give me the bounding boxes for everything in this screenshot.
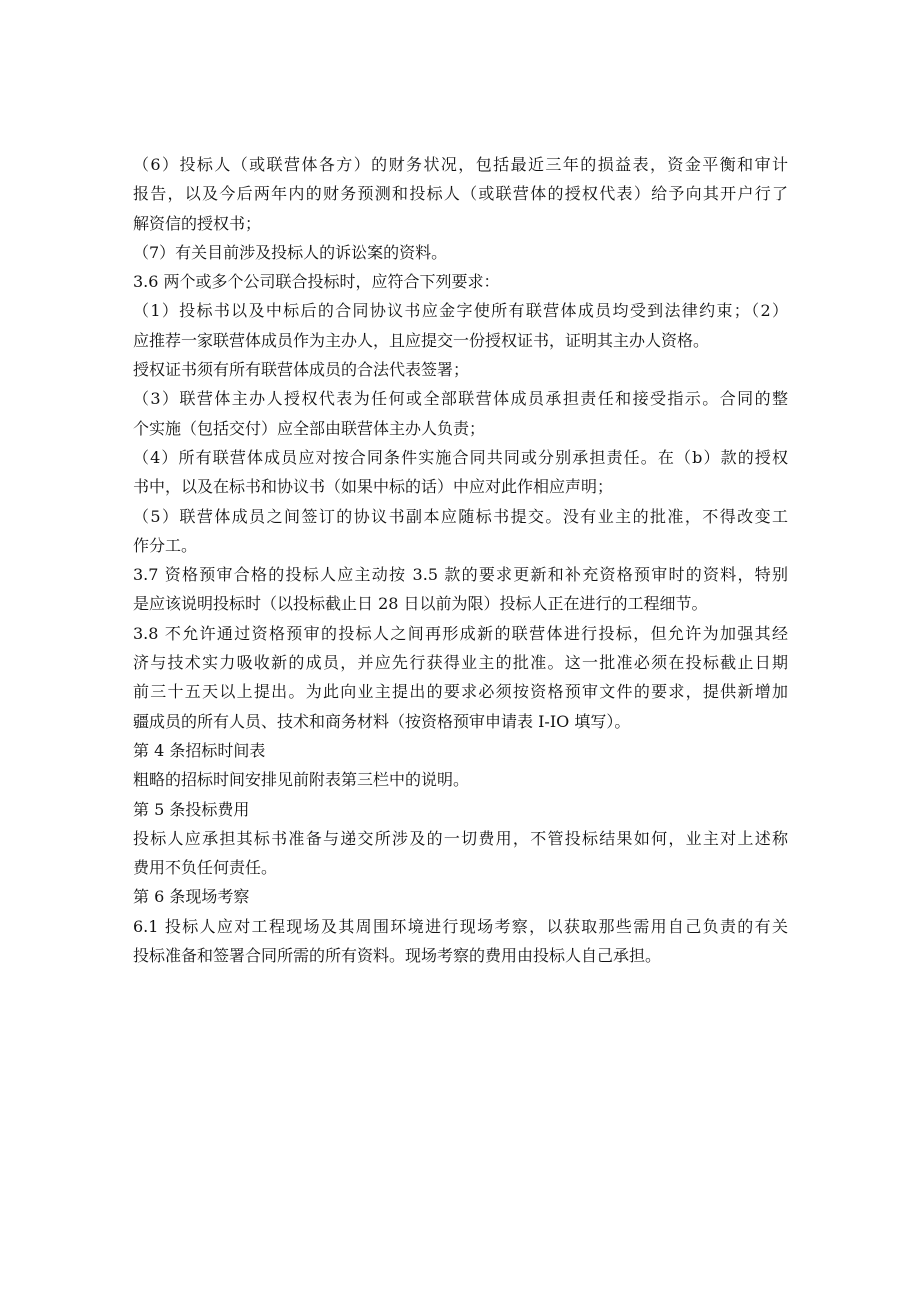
text-line: 授权证书须有所有联营体成员的合法代表签署； xyxy=(133,360,470,380)
text-line: 是应该说明投标时（以投标截止日 28 日以前为限）投标人正在进行的工程细节。 xyxy=(133,594,708,614)
text-line: （7）有关目前涉及投标人的诉讼案的资料。 xyxy=(133,242,448,262)
text-line: 3.6 两个或多个公司联合投标时，应符合下列要求： xyxy=(133,272,500,292)
text-line: 报告，以及今后两年内的财务预测和投标人（或联营体的授权代表）给予向其开户行了 xyxy=(133,184,788,204)
text-line: 3.7 资格预审合格的投标人应主动按 3.5 款的要求更新和补充资格预审时的资料，特别 xyxy=(133,565,788,585)
text-line: 济与技术实力吸收新的成员，并应先行获得业主的批准。这一批准必须在投标截止日期 xyxy=(133,653,788,673)
text-line: 6.1 投标人应对工程现场及其周围环境进行现场考察，以获取那些需用自己负责的有关 xyxy=(133,916,788,936)
text-line: 个实施（包括交付）应全部由联营体主办人负责； xyxy=(133,418,486,438)
section-heading: 第 5 条投标费用 xyxy=(133,799,250,819)
text-line: （1）投标书以及中标后的合同协议书应金字使所有联营体成员均受到法律约束；（2） xyxy=(133,301,788,321)
text-line: 疆成员的所有人员、技术和商务材料（按资格预审申请表 I-IO 填写）。 xyxy=(133,711,631,731)
text-line: （5）联营体成员之间签订的协议书副本应随标书提交。没有业主的批准，不得改变工 xyxy=(133,506,788,526)
text-line: 作分工。 xyxy=(133,535,198,555)
text-line: 投标人应承担其标书准备与递交所涉及的一切费用，不管投标结果如何，业主对上述称 xyxy=(133,828,788,848)
text-line: （3）联营体主办人授权代表为任何或全部联营体成员承担责任和接受指示。合同的整 xyxy=(133,389,788,409)
section-heading: 第 6 条现场考察 xyxy=(133,887,250,907)
text-line: 投标准备和签署合同所需的所有资料。现场考察的费用由投标人自己承担。 xyxy=(133,946,662,966)
section-heading: 第 4 条招标时间表 xyxy=(133,740,266,760)
text-line: 3.8 不允许通过资格预审的投标人之间再形成新的联营体进行投标，但允许为加强其经 xyxy=(133,623,788,643)
text-line: 费用不负任何责任。 xyxy=(133,858,278,878)
text-line: 前三十五天以上提出。为此向业主提出的要求必须按资格预审文件的要求，提供新增加 xyxy=(133,682,788,702)
text-line: 书中，以及在标书和协议书（如果中标的话）中应对此作相应声明； xyxy=(133,477,614,497)
text-line: 粗略的招标时间安排见前附表第三栏中的说明。 xyxy=(133,770,470,790)
text-line: （6）投标人（或联营体各方）的财务状况，包括最近三年的损益表，资金平衡和审计 xyxy=(133,155,788,174)
text-line: 应推荐一家联营体成员作为主办人，且应提交一份授权证书，证明其主办人资格。 xyxy=(133,330,710,350)
text-line: 解资信的授权书； xyxy=(133,213,262,233)
document-body xyxy=(133,150,788,970)
text-line: （4）所有联营体成员应对按合同条件实施合同共同或分别承担责任。在（b）款的授权 xyxy=(133,447,788,467)
